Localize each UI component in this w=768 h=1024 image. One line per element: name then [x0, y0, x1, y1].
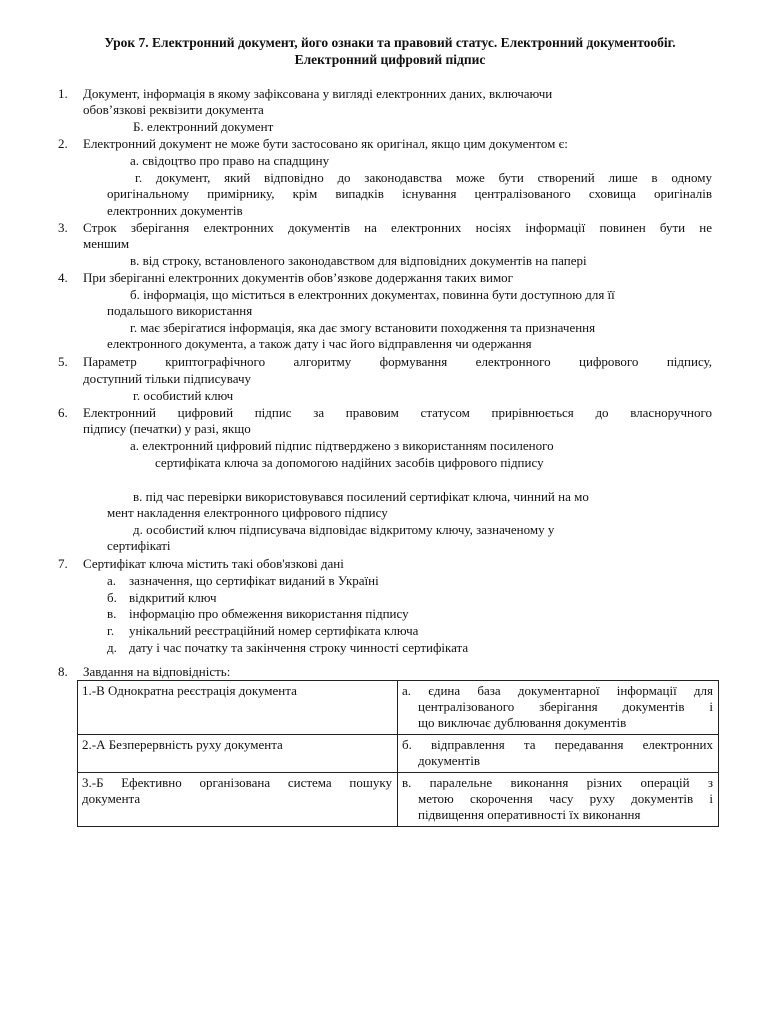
question-text: підпису (печатки) у разі, якщо: [83, 421, 251, 436]
table-row: [78, 735, 719, 773]
question-text: Завдання на відповідність:: [83, 664, 231, 679]
answer-text: подальшого використання: [107, 303, 253, 318]
question-text: Документ, інформація в якому зафіксована у вигляді електронних даних, включаючи: [83, 86, 553, 101]
question-text: обов’язкові реквізити документа: [83, 102, 264, 117]
question-text: Електронний цифровий підпис за правовим статусом прирівнюється до власноручного: [83, 405, 712, 420]
option-text: зазначення, що сертифікат виданий в Україні: [129, 573, 379, 588]
table-cell-left: [78, 735, 398, 773]
cell-text: документів: [418, 753, 480, 768]
cell-text: підвищення оперативності їх виконання: [418, 807, 641, 822]
cell-text: б. відправлення та передавання електронних: [402, 737, 713, 752]
table-cell-left: [78, 773, 398, 827]
question-text: Електронний документ не може бути застосовано як оригінал, якщо цим документом є:: [83, 136, 568, 151]
cell-text: 2.-А Безперервність руху документа: [82, 737, 283, 752]
question-text: При зберіганні електронних документів обов’язкове додержання таких вимог: [83, 270, 514, 285]
question-text: Параметр криптографічного алгоритму формування електронного цифрового підпису,: [83, 354, 712, 369]
question-text: Сертифікат ключа містить такі обов'язкові дані: [83, 556, 344, 571]
option-mark: а.: [107, 573, 117, 588]
matching-table: [77, 680, 719, 827]
answer-text: г. особистий ключ: [133, 388, 234, 403]
question-number: 1.: [58, 86, 68, 101]
answer-text: мент накладення електронного цифрового підпису: [107, 505, 388, 520]
cell-text: 3.-Б Ефективно організована система пошуку: [82, 775, 392, 790]
cell-text: централізованого зберігання документів і: [418, 699, 713, 714]
cell-text: а. єдина база документарної інформації для: [402, 683, 713, 698]
table-cell-right: [398, 681, 719, 735]
option-text: інформацію про обмеження використання підпису: [129, 606, 409, 621]
option-text: дату і час початку та закінчення строку чинності сертифіката: [129, 640, 469, 655]
option-mark: г.: [107, 623, 115, 638]
answer-text: Б. електронний документ: [133, 119, 274, 134]
option-text: відкритий ключ: [129, 590, 217, 605]
option-mark: б.: [107, 590, 117, 605]
title-line-1: Урок 7. Електронний документ, його ознаки та правовий статус. Електронний документообіг.: [104, 35, 676, 50]
question-number: 4.: [58, 270, 68, 285]
table-cell-right: [398, 773, 719, 827]
page-title: [30, 34, 750, 68]
cell-text: документа: [82, 791, 141, 806]
answer-text: а. свідоцтво про право на спадщину: [130, 153, 330, 168]
cell-text: 1.-В Однократна реєстрація документа: [82, 683, 297, 698]
answer-text: сертифікаті: [107, 538, 171, 553]
question-text: доступний тільки підписувачу: [83, 371, 251, 386]
question-number: 3.: [58, 220, 68, 235]
answer-text: сертифіката ключа за допомогою надійних засобів цифрового підпису: [155, 455, 544, 470]
answer-text: г. має зберігатися інформація, яка дає змогу встановити походження та призначення: [130, 320, 596, 335]
question-number: 8.: [58, 664, 68, 679]
title-line-2: Електронний цифровий підпис: [294, 52, 486, 67]
answer-text: електронних документів: [107, 203, 243, 218]
answer-text: оригінальному примірнику, крім випадків існування централізованого сховища оригіналів: [107, 186, 712, 201]
cell-text: що виключає дублювання документів: [418, 715, 627, 730]
question-number: 2.: [58, 136, 68, 151]
question-text: Строк зберігання електронних документів на електронних носіях інформації повинен бути не: [83, 220, 712, 235]
table-cell-right: [398, 735, 719, 773]
option-mark: д.: [107, 640, 117, 655]
answer-text: в. від строку, встановленого законодавством для відповідних документів на папері: [130, 253, 587, 268]
answer-text: б. інформація, що міститься в електронних документах, повинна бути доступною для її: [130, 287, 615, 302]
question-number: 7.: [58, 556, 68, 571]
answer-text: д. особистий ключ підписувача відповідає відкритому ключу, зазначеному у: [133, 522, 555, 537]
table-cell-left: [78, 681, 398, 735]
question-number: 5.: [58, 354, 68, 369]
answer-text: г. документ, який відповідно до законодавства може бути створений лише в одному: [135, 170, 712, 185]
cell-text: метою скорочення часу руху документів і: [418, 791, 713, 806]
table-row: [78, 773, 719, 827]
question-number: 6.: [58, 405, 68, 420]
option-text: унікальний реєстраційний номер сертифіката ключа: [129, 623, 419, 638]
answer-text: електронного документа, а також дату і час його відправлення чи одержання: [107, 336, 532, 351]
answer-text: в. під час перевірки використовувався посилений сертифікат ключа, чинний на мо: [133, 489, 589, 504]
question-text: меншим: [83, 236, 130, 251]
table-row: [78, 681, 719, 735]
option-mark: в.: [107, 606, 117, 621]
answer-text: а. електронний цифровий підпис підтверджено з використанням посиленого: [130, 438, 554, 453]
cell-text: в. паралельне виконання різних операцій з: [402, 775, 713, 790]
